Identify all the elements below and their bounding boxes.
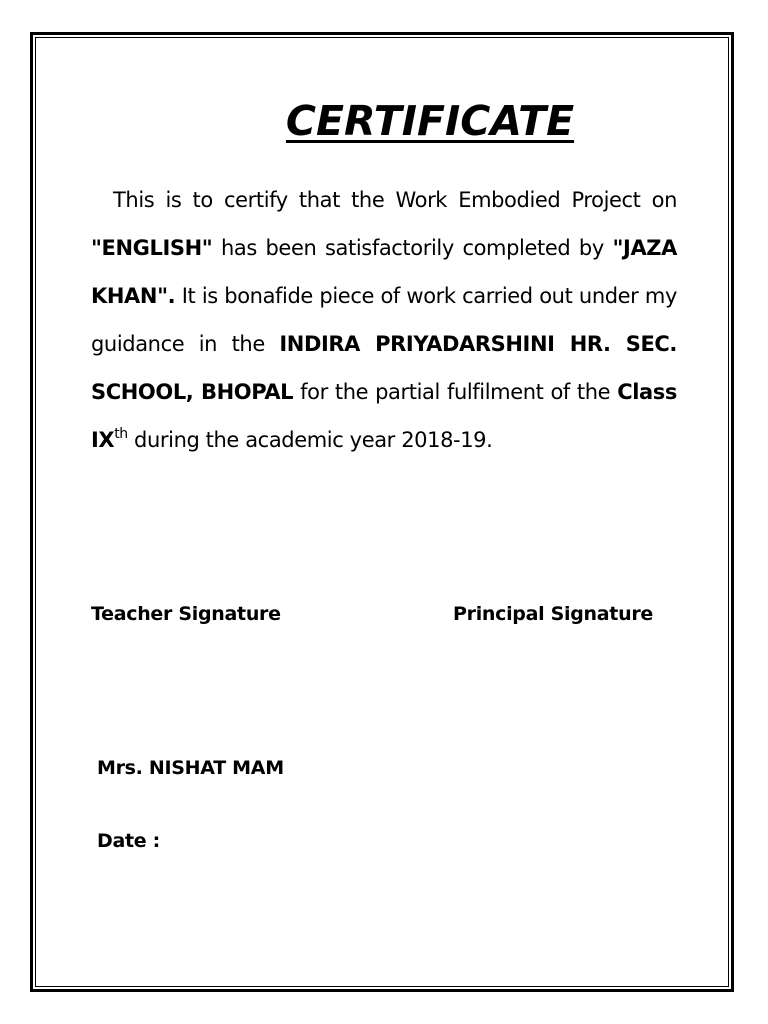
body-text-5: during the academic year 2018-19.: [127, 428, 493, 452]
teacher-signature-label: Teacher Signature: [91, 603, 281, 625]
body-text-3: It is bonafide piece of work carried out under my guidance in the: [91, 284, 677, 356]
certificate-title: CERTIFICATE: [285, 97, 575, 145]
class-suffix: th: [114, 426, 128, 442]
student-name: "JAZA KHAN".: [91, 236, 677, 308]
school-name: INDIRA PRIYADARSHINI HR. SEC. SCHOOL, BHOPAL: [91, 332, 677, 404]
teacher-name: Mrs. NISHAT MAM: [97, 757, 284, 779]
principal-signature-label: Principal Signature: [453, 603, 653, 625]
body-text-1: This is to certify that the Work Embodied Project on: [113, 188, 677, 212]
body-text-4: for the partial fulfilment of the: [293, 380, 618, 404]
certificate-body: [91, 176, 677, 464]
body-text-2: has been satisfactorily completed by: [212, 236, 613, 260]
subject-name: "ENGLISH": [91, 236, 213, 260]
class-name: Class IX: [91, 380, 677, 452]
date-label: Date :: [97, 830, 160, 852]
